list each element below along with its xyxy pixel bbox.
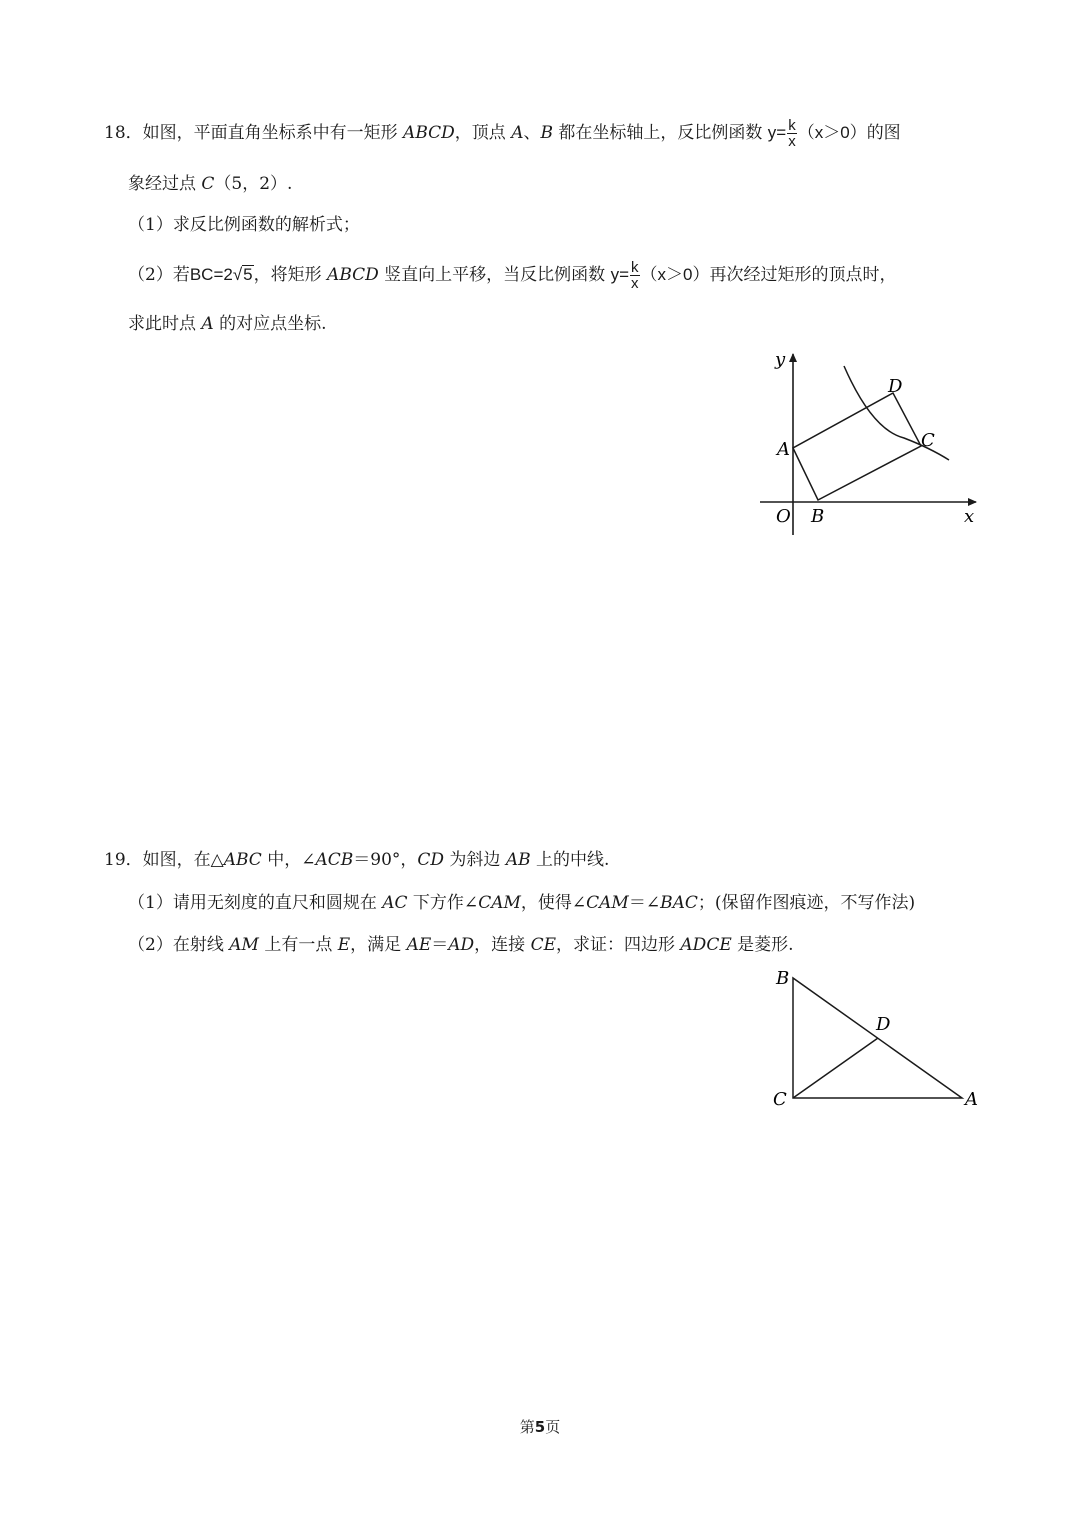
q18-line-2: 象经过点 C（5，2）.	[128, 174, 293, 194]
label-y: y	[775, 349, 786, 370]
page-number: 5	[534, 1418, 546, 1436]
q18-part-2: （2）若BC=2√5，将矩形 ABCD 竖直向上平移，当反比例函数 y= $\frac{k}{x}$ （x＞0）再次经过矩形的顶点时，	[128, 259, 897, 292]
q18-part-1: （1）求反比例函数的解析式；	[128, 215, 360, 235]
q18-figure	[740, 340, 1000, 540]
page-footer: 第5页	[519, 1418, 561, 1436]
q19-number: 19．	[104, 850, 143, 870]
q18-line-5: 求此时点 A 的对应点坐标.	[128, 314, 327, 334]
label-a: A	[965, 1089, 978, 1110]
q18-number: 18．	[104, 123, 143, 143]
label-d: D	[876, 1014, 891, 1035]
label-b: B	[776, 968, 790, 989]
label-o: O	[776, 506, 791, 527]
q18-fraction: $\frac{k}{x}$	[788, 117, 796, 150]
label-x: x	[964, 506, 975, 527]
q19-line-1: 19．如图，在△ABC 中，∠ACB＝90°，CD 为斜边 AB 上的中线.	[104, 850, 610, 870]
q19-part-2: （2）在射线 AM 上有一点 E，满足 AE＝AD，连接 CE，求证：四边形 ADCE 是菱形.	[128, 935, 794, 955]
rectangle-abcd	[793, 393, 921, 500]
label-b: B	[811, 506, 825, 527]
label-d: D	[888, 376, 903, 397]
label-c: C	[921, 430, 935, 451]
q19-figure	[760, 960, 990, 1120]
q18-function-condition: （x＞0）	[797, 123, 867, 142]
median-cd	[793, 1038, 878, 1098]
q18-line-1: 18．如图，平面直角坐标系中有一矩形 ABCD，顶点 A、B 都在坐标轴上，反比例函数 y= $\frac{k}{x}$ （x＞0）的图	[104, 117, 901, 150]
q18-function-y: y=	[767, 123, 787, 142]
label-a: A	[777, 439, 790, 460]
q19-part-1: （1）请用无刻度的直尺和圆规在 AC 下方作∠CAM，使得∠CAM＝∠BAC；(保留作图痕迹，不写作法)	[128, 893, 916, 913]
sqrt-five: 5	[243, 265, 253, 284]
label-c: C	[773, 1089, 787, 1110]
